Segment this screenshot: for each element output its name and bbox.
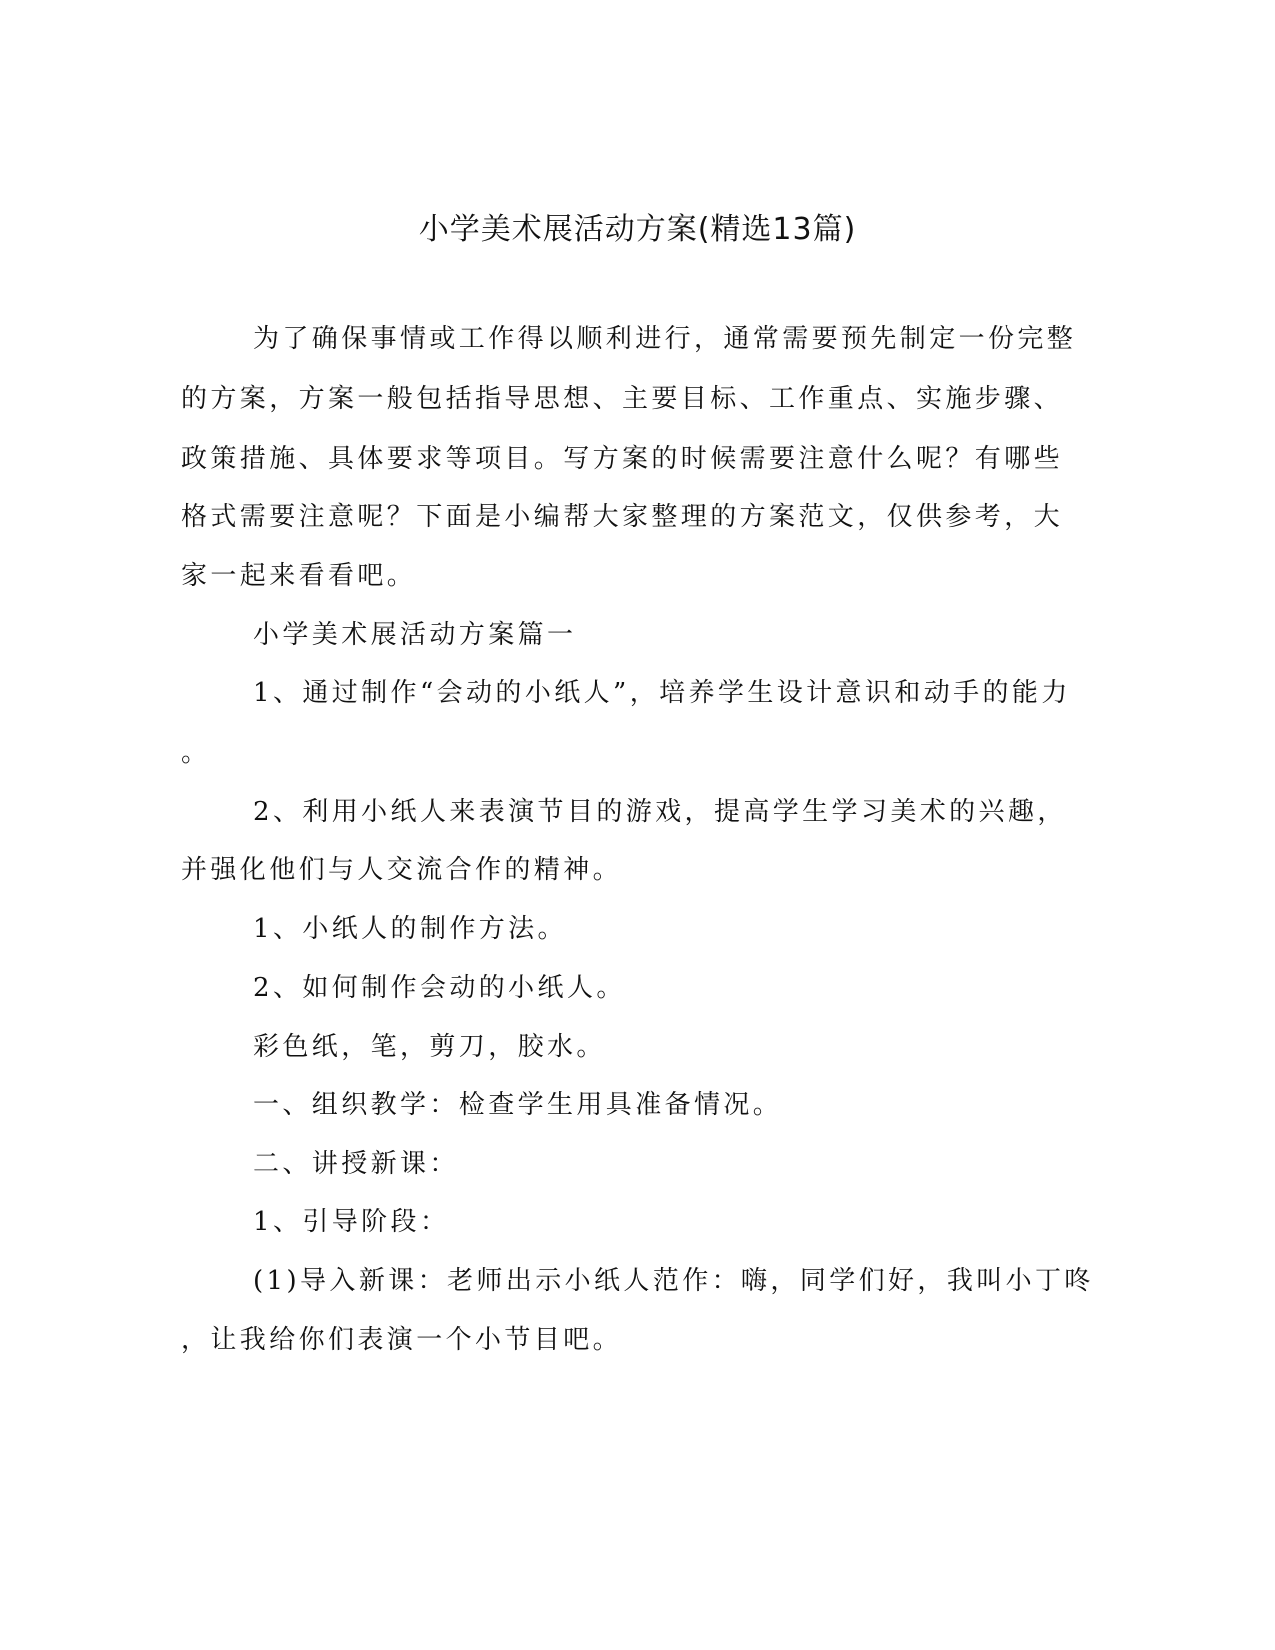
- key-point-1: 1、小纸人的制作方法。: [253, 914, 567, 944]
- materials-line: 彩色纸，笔，剪刀，胶水。: [253, 1032, 606, 1062]
- goal-2-line-1: 2、利用小纸人来表演节目的游戏，提高学生学习美术的兴趣，: [253, 797, 1067, 827]
- intro-paragraph-line-4: 格式需要注意呢？下面是小编帮大家整理的方案范文，仅供参考，大: [181, 502, 1064, 532]
- intro-paragraph-line-5: 家一起来看看吧。: [181, 561, 417, 591]
- step-two-line: 二、讲授新课：: [253, 1149, 459, 1179]
- section-heading: 小学美术展活动方案篇一: [253, 620, 577, 650]
- key-point-2: 2、如何制作会动的小纸人。: [253, 973, 626, 1003]
- intro-new-lesson-line-2: ，让我给你们表演一个小节目吧。: [181, 1325, 623, 1355]
- goal-1-line-2: 。: [181, 738, 211, 768]
- intro-new-lesson-line-1: (1)导入新课：老师出示小纸人范作：嗨，同学们好，我叫小丁咚: [253, 1266, 1094, 1296]
- intro-paragraph-line-2: 的方案，方案一般包括指导思想、主要目标、工作重点、实施步骤、: [181, 384, 1064, 414]
- goal-2-line-2: 并强化他们与人交流合作的精神。: [181, 855, 623, 885]
- document-title: 小学美术展活动方案(精选13篇): [418, 212, 857, 247]
- step-one-line: 一、组织教学：检查学生用具准备情况。: [253, 1090, 783, 1120]
- goal-1-line-1: 1、通过制作“会动的小纸人”，培养学生设计意识和动手的能力: [253, 678, 1071, 708]
- intro-paragraph-line-3: 政策措施、具体要求等项目。写方案的时候需要注意什么呢？有哪些: [181, 444, 1064, 474]
- intro-paragraph-line-1: 为了确保事情或工作得以顺利进行，通常需要预先制定一份完整: [253, 324, 1077, 354]
- guide-stage-line: 1、引导阶段：: [253, 1207, 450, 1237]
